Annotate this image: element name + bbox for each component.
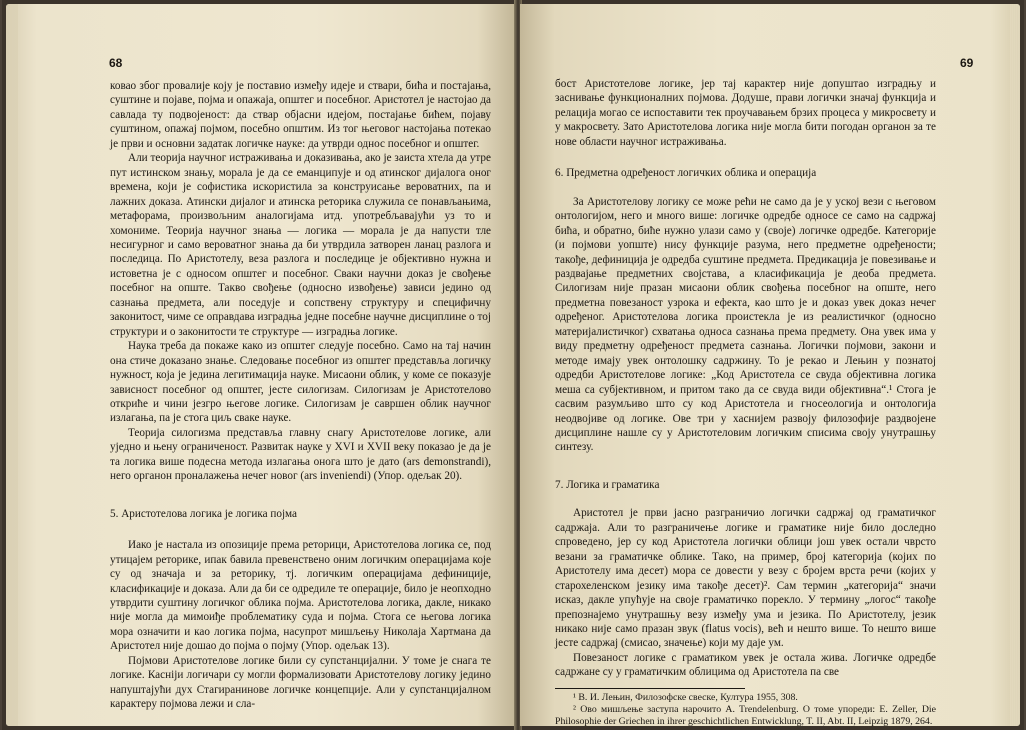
left-page [6,4,518,726]
paragraph: Повезаност логике с граматиком увек је остала жива. Логичке одредбе садржане су у граматичким облицима од Аристотела па све [555,651,936,679]
open-book [2,0,1024,730]
page-number: 68 [109,56,123,70]
paragraph: Наука треба да покаже како из општег следује посебно. Само на тај начин она стиче доказано знање. Следовање посебног из општег представља логичку нужност, која је једина легитимација науке. Мисаони облик, у коме се показује зависност посебног од општег, јесте силогизам. Силогизам је Аристотелово откриће и чини језгро његове логике. Силогизам је савршен облик научног излагања, па је стога циљ сваке науке. [110,340,491,425]
footnote-rule [555,688,745,689]
paragraph: Али теорија научног истраживања и доказивања, ако је заиста хтела да утре пут истинском знању, морала је да се еманципује и од атинског дијалога оног времена, који је софистика искористила за конструисање вероватних, па и лажних доказа. Атински дијалог и атинска реторика служила се понављањима, метафорама, произвољним аналогијама итд. употребљавајући уз то и хомониме. Теорија научног знања — логика — морала је да напусти тле несигурног и само вероватног знања да би утврдила затворен ланац разлога и последица. По Аристотелу, веза разлога и последице је објективно нужна и истоветна је с односом општег и посебног. Сваки научни доказ је свођење посебног на опште. Такво свођење (односно извођење) зависи једино од сазнања предмета, али поседује и сопствену структуру и специфичну законитост, чиме се оправдава изградња једне посебне научне дисциплине о тој структури и о законитости те структуре — изградња логике. [110,152,491,338]
page-number: 69 [960,56,974,70]
right-page [520,4,1020,726]
paragraph: Теорија силогизма представља главну снагу Аристотелове логике, али уједно и њену ограниченост. Развитак науке у XVI и XVII веку показао је да је та логика више подесна метода излагања онога што је дато (ars demonstrandi), него органон проналажења нечег новог (ars inveniendi) (Упор. одељак 20). [110,426,491,483]
footnote: ¹ В. И. Лењин, Филозофске свеске, Култура 1955, 308. [573,691,798,703]
right-page-text [555,77,936,726]
paragraph: Аристотел је први јасно разграничио логички садржај од граматичког садржаја. Али то разграничење логике и граматике није било доследно спроведено, јер су код Аристотела логички облици још увек остали чврсто везани за граматичке облике. Тако, на пример, број категорија (којих по Аристотелу има десет) мора се довести у везу с бројем врста речи (којих у старохеленском језику има такође десет)². Сам термин „категорија“ значи исказ, дакле упућује на своје граматичко порекло. У термину „логос“ такође препознајемо унутрашњу везу између ума и језика. По Аристотелу, језик никако није само празан звук (flatus vocis), већ и нешто више. То нешто више јесте садржај (смисао, значење) који му даје ум. [555,507,936,650]
section-heading: 6. Предметна одређеност логичких облика и операција [555,167,817,180]
footnote: ² Ово мишљење заступа нарочито A. Trendelenburg. О томе упореди: E. Zeller, Die Philosophie der Griechen in ihrer geschichtlichen Entwicklung, T. II, Abt. II, Leipzig 1879, 264. [555,703,936,726]
section-heading: 5. Аристотелова логика је логика појма [110,507,298,520]
paragraph: Иако је настала из опозиције према реторици, Аристотелова логика се, под утицајем реторике, ипак бавила превенствено оним логичким операцијама које су од значаја и за реторику, тј. логичким операцијама дефиниције, класификације и доказа. Али да би се одредиле те операције, било је неопходно утврдити суштину логичког облика појма. Аристотелова логика, дакле, никако није могла да мимоиђе проблематику суда и појма. Стога се његова логика мора означити и као логика појма, насупрот мишљењу Николаја Хартмана да Аристотел није дошао до појма о појму (Упор. одељак 13). [110,539,491,653]
paragraph: бост Аристотелове логике, јер тај карактер није допуштао изградњу и заснивање функционалних појмова. Додуше, прави логички значај функција и релација могао се испоставити тек проучавањем брзих процеса у микросвету и у макросвету. Зато Аристотелова логика није могла бити погодан органон за те нове области научног истраживања. [555,78,936,148]
paragraph: Појмови Аристотелове логике били су супстанцијални. У томе је снага те логике. Касніји логичари су могли формализовати Аристотелову логику једино напуштајући дух Стагиранинове логичке концепције. Али у супстанцијалном карактеру појмова лежи и сла- [110,654,491,711]
section-heading: 7. Логика и граматика [555,478,660,491]
paragraph: ковао због провалије коју је поставио између идеје и ствари, бића и постајања, суштине и појаве, појма и опажаја, општег и посебног. Аристотел је настојао да савлада ту подвојеност: да ствар објасни идејом, постајање бићем, појаву суштином, опажај појмом, посебно општим. Из тог његовог настојања потекао је први и основни задатак логичке науке: да утврди однос посебног и општег. [110,80,491,150]
paragraph: За Аристотелову логику се може рећи не само да је у ускоj вези с његовом онтологијом, него и много више: логичке одредбе односе се само на садржај бића, и обратно, биће нужно улази само у (своје) логичке одредбе. Категорије (и појмови уопште) нису функције разума, него предметне одређености; такође, дефиниција је одредба суштине предмета. Предикација је повезивање и раздвајање предметних својстава, а класификација је деоба предмета. Силогизам није празан мисаони облик свођења посебног на опште, него предметна повезаност узрока и ефекта, као што је и доказ увек доказ нечег одређеног. Аристотелова логика проистекла је из реалистичког (односно материјалистичког) схватања односа сазнања према предмету. Она увек има у виду предметну одређеност предмета сазнања. Логички појмови, закони и методе имају увек онтолошку садржину. То је рекао и Лењин у познатој одредби Аристотелове логике: „Код Аристотела се свуда објективна логика меша са субјективном, и притом тако да се свуда види објективна“.¹ Стога је сасвим разумљиво што су код Аристотела и гносеологија и онтологија неодвојиве од логике. Ове три у хаснијем развоју филозофије раздвојене дисциплине нашле су у Аристотеловим логичким списима своју унутрашњу синтезу. [555,195,936,454]
left-page-text [110,79,491,712]
